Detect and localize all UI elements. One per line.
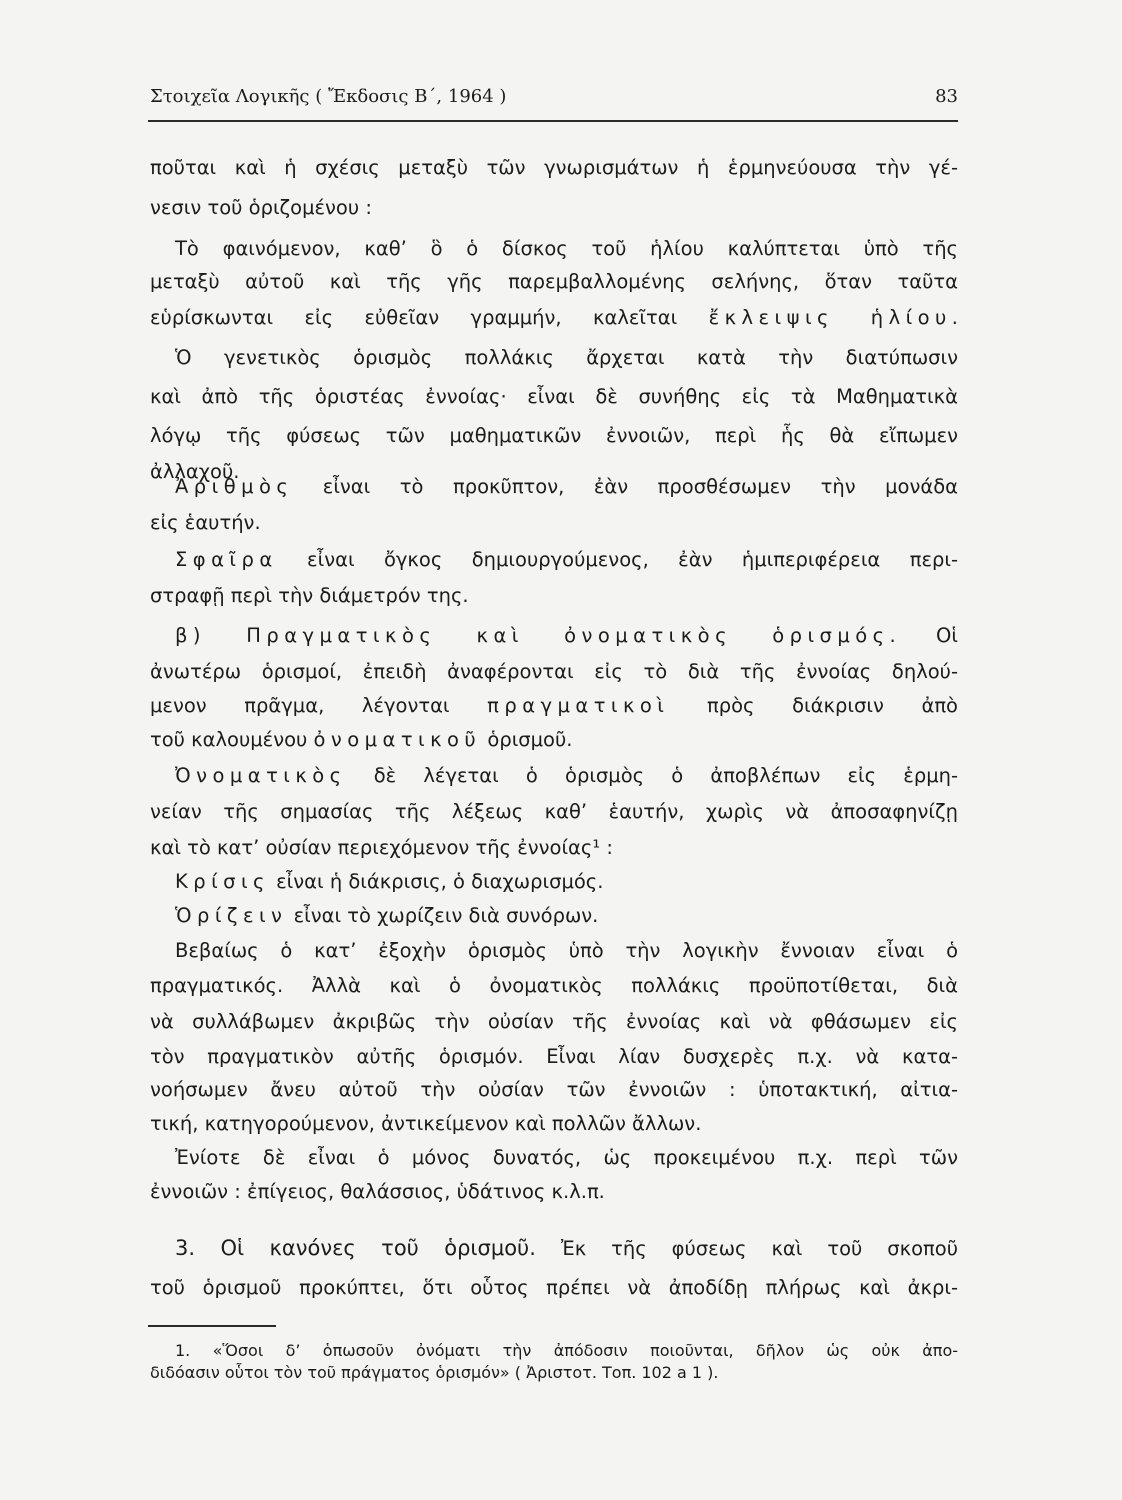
footnote-line: διδόασιν οὗτοι τὸν τοῦ πράγματος ὁρισμόν» ( Ἀριστοτ. Τοπ. 102 a 1 ). [150, 1363, 719, 1382]
text-segment: τοῦ καλουμένου [150, 728, 314, 751]
section-heading: 3. Οἱ κανόνες τοῦ ὁρισμοῦ. [175, 1236, 536, 1260]
text-segment: εἰς ἑαυτήν. [150, 511, 261, 534]
text-segment: τική, κατηγορούμενον, ἀντικείμενον καὶ πολλῶν ἄλλων. [150, 1112, 702, 1135]
text-line [150, 1276, 958, 1300]
text-line [150, 1180, 958, 1204]
text-line [175, 624, 958, 648]
text-line [175, 870, 958, 894]
emphasized-term: Σφαῖρα [175, 548, 278, 571]
text-line [150, 1010, 958, 1034]
emphasized-term: ὀνοματικοῦ [313, 728, 482, 751]
text-segment: Οἱ [901, 624, 958, 647]
text-segment: ἐννοιῶν : ἐπίγειος, θαλάσσιος, ὑδάτινος κ.λ.π. [150, 1180, 605, 1203]
text-line [175, 939, 958, 963]
text-line [150, 836, 958, 860]
text-segment: Ἐκ τῆς φύσεως καὶ τοῦ σκοποῦ [535, 1237, 958, 1260]
text-segment: ἀνωτέρω ὁρισμοί, ἐπειδὴ ἀναφέρονται εἰς τὸ διὰ τῆς ἐννοίας δηλού- [150, 660, 958, 683]
text-segment: τὸν πραγματικὸν αὐτῆς ὁρισμόν. Εἶναι λίαν δυσχερὲς π.χ. νὰ κατα- [150, 1045, 958, 1068]
text-segment: . [951, 306, 958, 329]
text-segment: εἶναι ἡ διάκρισις, ὁ διαχωρισμός. [269, 870, 604, 893]
text-line [150, 306, 958, 330]
text-line [150, 424, 958, 448]
footnote-rule [148, 1325, 276, 1327]
header-rule [148, 120, 958, 122]
text-segment: καὶ τὸ κατ’ οὐσίαν περιεχόμενον τῆς ἐννοίας¹ : [150, 836, 613, 859]
text-segment: ὁρισμοῦ. [481, 728, 573, 751]
text-segment: ποῦται καὶ ἡ σχέσις μεταξὺ τῶν γνωρισμάτων ἡ ἑρμηνεύουσα τὴν γέ- [150, 156, 958, 179]
text-line [150, 660, 958, 684]
text-segment: μεταξὺ αὐτοῦ καὶ τῆς γῆς παρεμβαλλομένης σελήνης, ὅταν ταῦτα [150, 270, 958, 293]
footnote-line: 1. «Ὅσοι δ’ ὁπωσοῦν ὀνόματι τὴν ἀπόδοσιν ποιοῦνται, δῆλον ὡς οὐκ ἀπο- [175, 1341, 958, 1360]
text-segment: νείαν τῆς σημασίας τῆς λέξεως καθ’ ἑαυτήν, χωρὶς νὰ ἀποσαφηνίζῃ [150, 800, 958, 823]
text-line [150, 728, 958, 752]
text-segment: νοήσωμεν ἄνευ αὐτοῦ τὴν οὐσίαν τῶν ἐννοιῶν : ὑποτακτική, αἰτια- [150, 1078, 958, 1101]
text-segment: στραφῇ περὶ τὴν διάμετρόν της. [150, 584, 469, 607]
text-line [150, 156, 958, 180]
emphasized-term: Ὀνοματικὸς [175, 764, 347, 787]
text-segment: λόγῳ τῆς φύσεως τῶν μαθηματικῶν ἐννοιῶν, περὶ ἧς θὰ εἴπωμεν [150, 424, 958, 447]
text-line [175, 346, 958, 370]
text-line [150, 800, 958, 824]
emphasized-term: Ἀριθμὸς [175, 475, 294, 498]
text-line [150, 196, 958, 220]
text-line [175, 237, 958, 261]
text-segment: μενον πρᾶγμα, λέγονται [150, 694, 488, 717]
running-header-title: Στοιχεῖα Λογικῆς ( Ἔκδοσις Β΄, 1964 ) [150, 86, 507, 107]
text-line [175, 1146, 958, 1170]
text-line [150, 1078, 958, 1102]
text-segment: εἶναι ὄγκος δημιουργούμενος, ἐὰν ἡμιπεριφέρεια περι- [277, 548, 958, 571]
text-segment: πραγματικός. Ἀλλὰ καὶ ὁ ὀνοματικὸς πολλάκις προϋποτίθεται, διὰ [150, 974, 958, 997]
emphasized-term: β) Πραγματικὸς καὶ ὀνοματικὸς ὁρισμός. [175, 624, 902, 647]
text-line [175, 764, 958, 788]
text-line [150, 511, 958, 535]
text-line [175, 1236, 958, 1261]
text-line [150, 1112, 958, 1136]
text-line [175, 475, 958, 499]
text-segment: εἶναι τὸ χωρίζειν διὰ συνόρων. [287, 904, 599, 927]
emphasized-term: Ὁρίζειν [175, 904, 288, 927]
text-line [150, 974, 958, 998]
text-line [175, 548, 958, 572]
text-segment: νὰ συλλάβωμεν ἀκριβῶς τὴν οὐσίαν τῆς ἐννοίας καὶ νὰ φθάσωμεν εἰς [150, 1010, 958, 1033]
text-line [175, 904, 958, 928]
emphasized-term: πραγματικοὶ [487, 694, 670, 717]
page-number: 83 [935, 86, 958, 107]
text-segment: εἶναι τὸ προκῦπτον, ἐὰν προσθέσωμεν τὴν μονάδα [293, 475, 958, 498]
text-segment: καὶ ἀπὸ τῆς ὁριστέας ἐννοίας· εἶναι δὲ συνήθης εἰς τὰ Μαθηματικὰ [150, 385, 958, 408]
text-line [150, 584, 958, 608]
emphasized-term: Κρίσις [175, 870, 270, 893]
text-segment: πρὸς διάκρισιν ἀπὸ [669, 694, 958, 717]
text-segment: νεσιν τοῦ ὁριζομένου : [150, 196, 372, 219]
text-segment: Τὸ φαινόμενον, καθ’ ὃ ὁ δίσκος τοῦ ἡλίου καλύπτεται ὑπὸ τῆς [175, 237, 958, 260]
text-segment: εὑρίσκωνται εἰς εὐθεῖαν γραμμήν, καλεῖται [150, 306, 709, 329]
text-line [150, 694, 958, 718]
text-line [150, 270, 958, 294]
text-segment: Ἐνίοτε δὲ εἶναι ὁ μόνος δυνατός, ὡς προκειμένου π.χ. περὶ τῶν [175, 1146, 958, 1169]
emphasized-term: ἔκλειψις ἡλίου [708, 306, 952, 329]
text-segment: τοῦ ὁρισμοῦ προκύπτει, ὅτι οὗτος πρέπει νὰ ἀποδίδῃ πλήρως καὶ ἀκρι- [150, 1276, 958, 1299]
text-segment: ἀλλαχοῦ. [150, 460, 240, 483]
text-segment: δὲ λέγεται ὁ ὁρισμὸς ὁ ἀποβλέπων εἰς ἑρμη- [346, 764, 958, 787]
text-line [150, 385, 958, 409]
text-line [150, 1045, 958, 1069]
text-segment: Ὁ γενετικὸς ὁρισμὸς πολλάκις ἄρχεται κατὰ τὴν διατύπωσιν [175, 346, 958, 369]
text-segment: Βεβαίως ὁ κατ’ ἐξοχὴν ὁρισμὸς ὑπὸ τὴν λογικὴν ἔννοιαν εἶναι ὁ [175, 939, 958, 962]
